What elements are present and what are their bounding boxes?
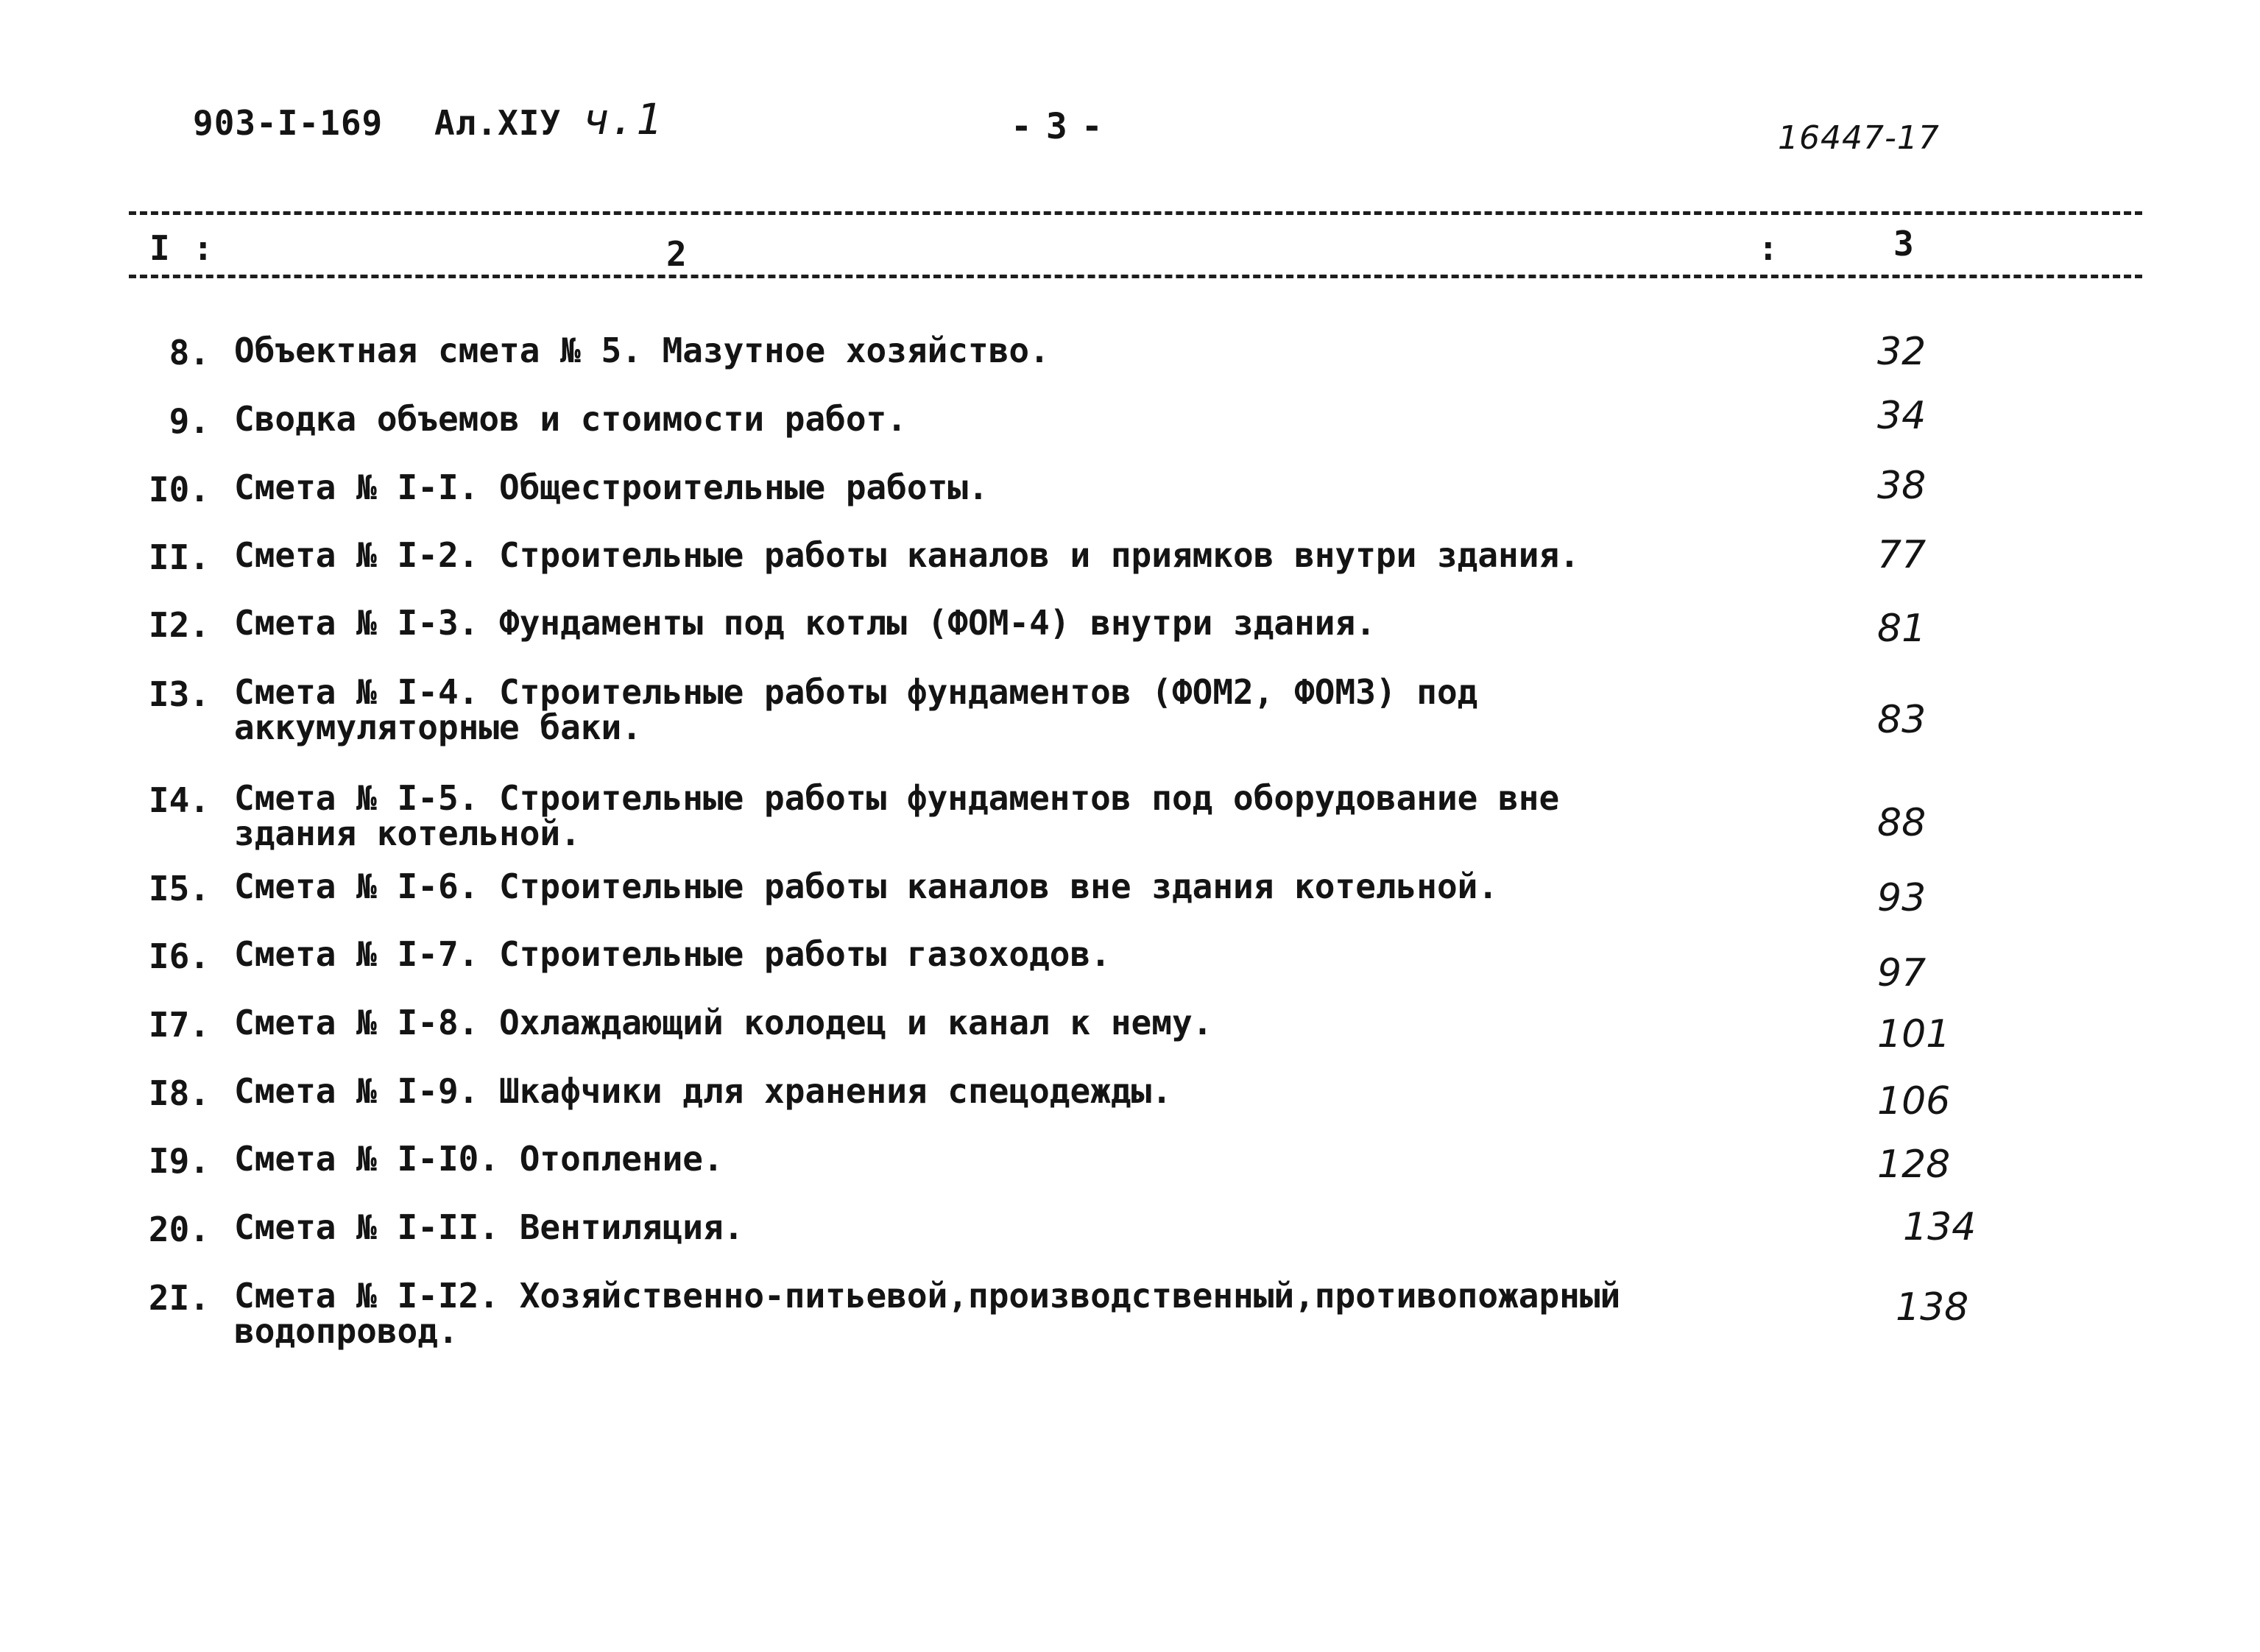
row-page: 101 (1877, 1012, 1951, 1056)
page-number (997, 106, 1117, 147)
row-title: Смета № I-2. Строительные работы каналов и приямков внутри здания. (234, 535, 1580, 575)
column-header-1: I (149, 228, 170, 268)
row-number: I2. (148, 605, 210, 645)
page-dash-left: - (1011, 106, 1033, 147)
row-title: Сводка объемов и стоимости работ. (234, 399, 907, 439)
column-header-2: 2 (666, 234, 687, 274)
row-number: I3. (148, 674, 210, 714)
row-page: 83 (1877, 698, 1927, 742)
row-title: Смета № I-7. Строительные работы газоходов. (234, 934, 1111, 974)
row-number: 2I. (148, 1278, 210, 1318)
row-page: 77 (1877, 533, 1927, 577)
row-title: Объектная смета № 5. Мазутное хозяйство. (234, 331, 1050, 370)
row-title: Смета № I-I0. Отопление. (234, 1139, 724, 1179)
row-number: 20. (148, 1210, 210, 1249)
table-header-rule (129, 275, 2142, 278)
row-title: Смета № I-I2. Хозяйственно-питьевой,производственный,противопожарный водопровод. (234, 1276, 1621, 1351)
row-title: Смета № I-8. Охлаждающий колодец и канал к нему. (234, 1003, 1213, 1042)
row-number: I7. (148, 1005, 210, 1045)
row-number: 9. (169, 401, 210, 441)
row-page: 128 (1877, 1143, 1951, 1187)
project-code: 903-I-169 (193, 103, 384, 143)
page-number-value: 3 (1045, 106, 1068, 147)
album-label: Ал.XIУ (434, 103, 562, 143)
row-number: I8. (148, 1073, 210, 1113)
part-label: ч.1 (583, 94, 663, 144)
document-number: 16447-17 (1778, 119, 1940, 157)
row-title: Смета № I-6. Строительные работы каналов вне здания котельной. (234, 866, 1499, 906)
row-page: 134 (1903, 1205, 1977, 1249)
row-title: Смета № I-II. Вентиляция. (234, 1207, 744, 1247)
row-number: 8. (169, 333, 210, 373)
column-header-3: 3 (1893, 224, 1914, 264)
row-page: 138 (1896, 1285, 1969, 1330)
row-page: 32 (1877, 330, 1927, 374)
row-title: Смета № I-I. Общестроительные работы. (234, 467, 989, 507)
row-number: I6. (148, 936, 210, 976)
row-page: 93 (1877, 876, 1927, 920)
column-separator-1: : (193, 228, 213, 268)
row-number: I9. (148, 1141, 210, 1181)
page-dash-right: - (1081, 106, 1103, 147)
row-number: II. (148, 537, 210, 577)
row-title: Смета № I-4. Строительные работы фундаментов (ФОМ2, ФОМ3) под аккумуляторные баки. (234, 672, 1478, 747)
row-page: 34 (1877, 394, 1927, 438)
row-number: I4. (148, 780, 210, 820)
row-page: 97 (1877, 951, 1927, 995)
row-page: 81 (1877, 607, 1927, 651)
row-title: Смета № I-3. Фундаменты под котлы (ФОМ-4) внутри здания. (234, 603, 1376, 643)
row-number: I5. (148, 869, 210, 908)
row-page: 38 (1877, 464, 1927, 508)
column-separator-2: : (1758, 228, 1779, 268)
row-page: 106 (1877, 1079, 1951, 1123)
row-page: 88 (1877, 801, 1927, 845)
row-title: Смета № I-5. Строительные работы фундаментов под оборудование вне здания котельной. (234, 778, 1560, 853)
table-top-rule (129, 211, 2142, 215)
row-title: Смета № I-9. Шкафчики для хранения спецодежды. (234, 1071, 1172, 1111)
row-number: I0. (148, 470, 210, 509)
